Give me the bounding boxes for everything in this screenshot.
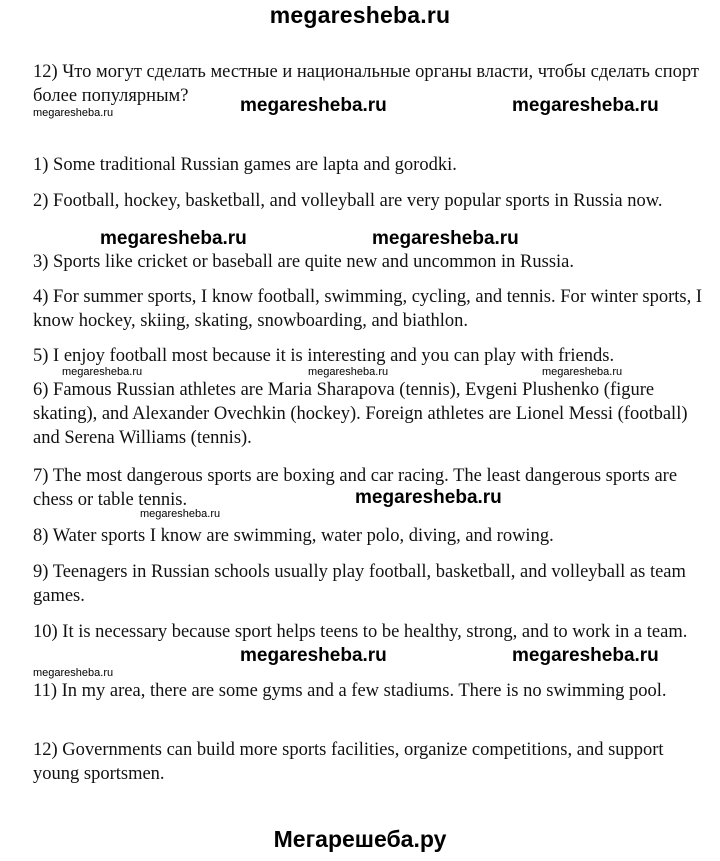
answer-7: 7) The most dangerous sports are boxing and car racing. The least dangerous sports are chess or table tennis. (33, 466, 678, 510)
watermark: megaresheba.ru (512, 95, 659, 116)
answer-11: 11) In my area, there are some gyms and a few stadiums. There is no swimming pool. (33, 681, 667, 701)
question-text: 12) Что могут сделать местные и национальные органы власти, чтобы сделать спорт более популярным? (33, 62, 700, 106)
watermark: megaresheba.ru (512, 645, 659, 666)
watermark: megaresheba.ru (100, 228, 247, 249)
answer-9: 9) Teenagers in Russian schools usually play football, basketball, and volleyball as team games. (33, 562, 686, 606)
site-header: megaresheba.ru (269, 2, 451, 28)
answer-8: 8) Water sports I know are swimming, water polo, diving, and rowing. (33, 526, 554, 546)
answer-4: 4) For summer sports, I know football, swimming, cycling, and tennis. For winter sports, I know hockey, skiing, skating, snowboarding, and biathlon. (33, 287, 703, 331)
watermark: megaresheba.ru (355, 487, 502, 508)
answer-5: 5) I enjoy football most because it is interesting and you can play with friends. (33, 346, 615, 366)
watermark-small: megaresheba.ru (33, 107, 114, 119)
watermark-small: megaresheba.ru (33, 667, 114, 679)
watermark-small: megaresheba.ru (542, 366, 623, 378)
answer-12: 12) Governments can build more sports facilities, organize competitions, and support young sportsmen. (33, 740, 664, 784)
answer-1: 1) Some traditional Russian games are lapta and gorodki. (33, 155, 457, 175)
answer-2: 2) Football, hockey, basketball, and volleyball are very popular sports in Russia now. (33, 191, 663, 211)
site-footer: Мегарешеба.ру (273, 826, 447, 852)
answer-10: 10) It is necessary because sport helps teens to be healthy, strong, and to work in a team. (33, 622, 688, 642)
watermark: megaresheba.ru (240, 645, 387, 666)
watermark: megaresheba.ru (372, 228, 519, 249)
watermark: megaresheba.ru (240, 95, 387, 116)
watermark-small: megaresheba.ru (308, 366, 389, 378)
watermark-small: megaresheba.ru (62, 366, 143, 378)
answer-3: 3) Sports like cricket or baseball are quite new and uncommon in Russia. (33, 252, 574, 272)
answer-6: 6) Famous Russian athletes are Maria Sharapova (tennis), Evgeni Plushenko (figure skating), and Alexander Ovechkin (hockey). Foreign athletes are Lionel Messi (football) and Serena Williams (tennis). (33, 380, 688, 448)
watermark-small: megaresheba.ru (140, 508, 221, 520)
